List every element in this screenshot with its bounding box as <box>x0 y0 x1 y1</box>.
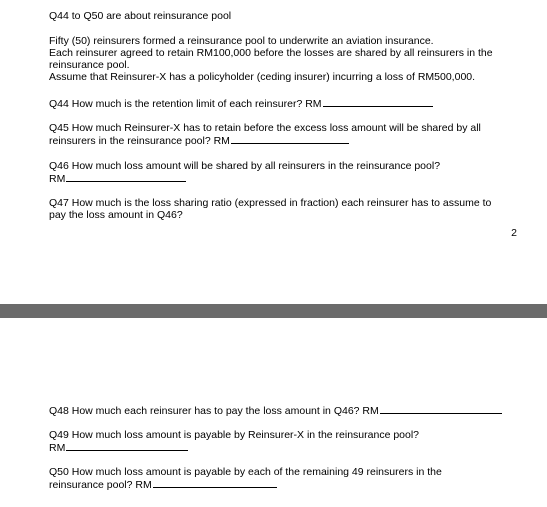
question-q48-text: Q48 How much each reinsurer has to pay the loss amount in Q46? RM <box>49 405 379 417</box>
scenario-line-3: reinsurance pool. <box>49 59 130 71</box>
question-q47-line-1: Q47 How much is the loss sharing ratio (expressed in fraction) each reinsurer has to assume to <box>49 197 492 209</box>
question-q48 <box>49 404 502 417</box>
answer-blank-q46[interactable] <box>66 172 186 182</box>
question-q46-text: RM <box>49 173 66 185</box>
question-q49-line-1: Q49 How much loss amount is payable by Reinsurer-X in the reinsurance pool? <box>49 429 420 441</box>
question-q50-line-1: Q50 How much loss amount is payable by each of the remaining 49 reinsurers in the <box>49 466 442 478</box>
question-q44-text: Q44 How much is the retention limit of each reinsurer? RM <box>49 98 322 110</box>
answer-blank-q45[interactable] <box>231 134 349 144</box>
question-q44 <box>49 97 433 110</box>
page-break-separator <box>0 304 547 318</box>
question-q46-line-1: Q46 How much loss amount will be shared by all reinsurers in the reinsurance pool? <box>49 160 441 172</box>
question-q49-text: RM <box>49 442 66 454</box>
question-q47-line-2: pay the loss amount in Q46? <box>49 209 183 221</box>
question-q49-line-2 <box>49 441 188 454</box>
question-q45-line-1: Q45 How much Reinsurer-X has to retain before the excess loss amount will be shared by all <box>49 122 481 134</box>
scenario-line-2: Each reinsurer agreed to retain RM100,000 before the losses are shared by all reinsurers in the <box>49 47 493 59</box>
question-q46-line-2 <box>49 172 186 185</box>
answer-blank-q48[interactable] <box>380 404 502 414</box>
answer-blank-q49[interactable] <box>66 441 188 451</box>
document-page-2 <box>0 318 547 507</box>
page-number: 2 <box>511 227 517 239</box>
answer-blank-q44[interactable] <box>323 97 433 107</box>
question-q50-line-2 <box>49 478 277 491</box>
question-q50-text: reinsurance pool? RM <box>49 479 152 491</box>
scenario-line-1: Fifty (50) reinsurers formed a reinsurance pool to underwrite an aviation insurance. <box>49 35 434 47</box>
question-q45-line-2 <box>49 134 349 147</box>
section-heading: Q44 to Q50 are about reinsurance pool <box>49 10 232 22</box>
question-q45-text: reinsurers in the reinsurance pool? RM <box>49 135 230 147</box>
scenario-line-4: Assume that Reinsurer-X has a policyholder (ceding insurer) incurring a loss of RM500,000. <box>49 71 476 83</box>
answer-blank-q50[interactable] <box>153 478 277 488</box>
